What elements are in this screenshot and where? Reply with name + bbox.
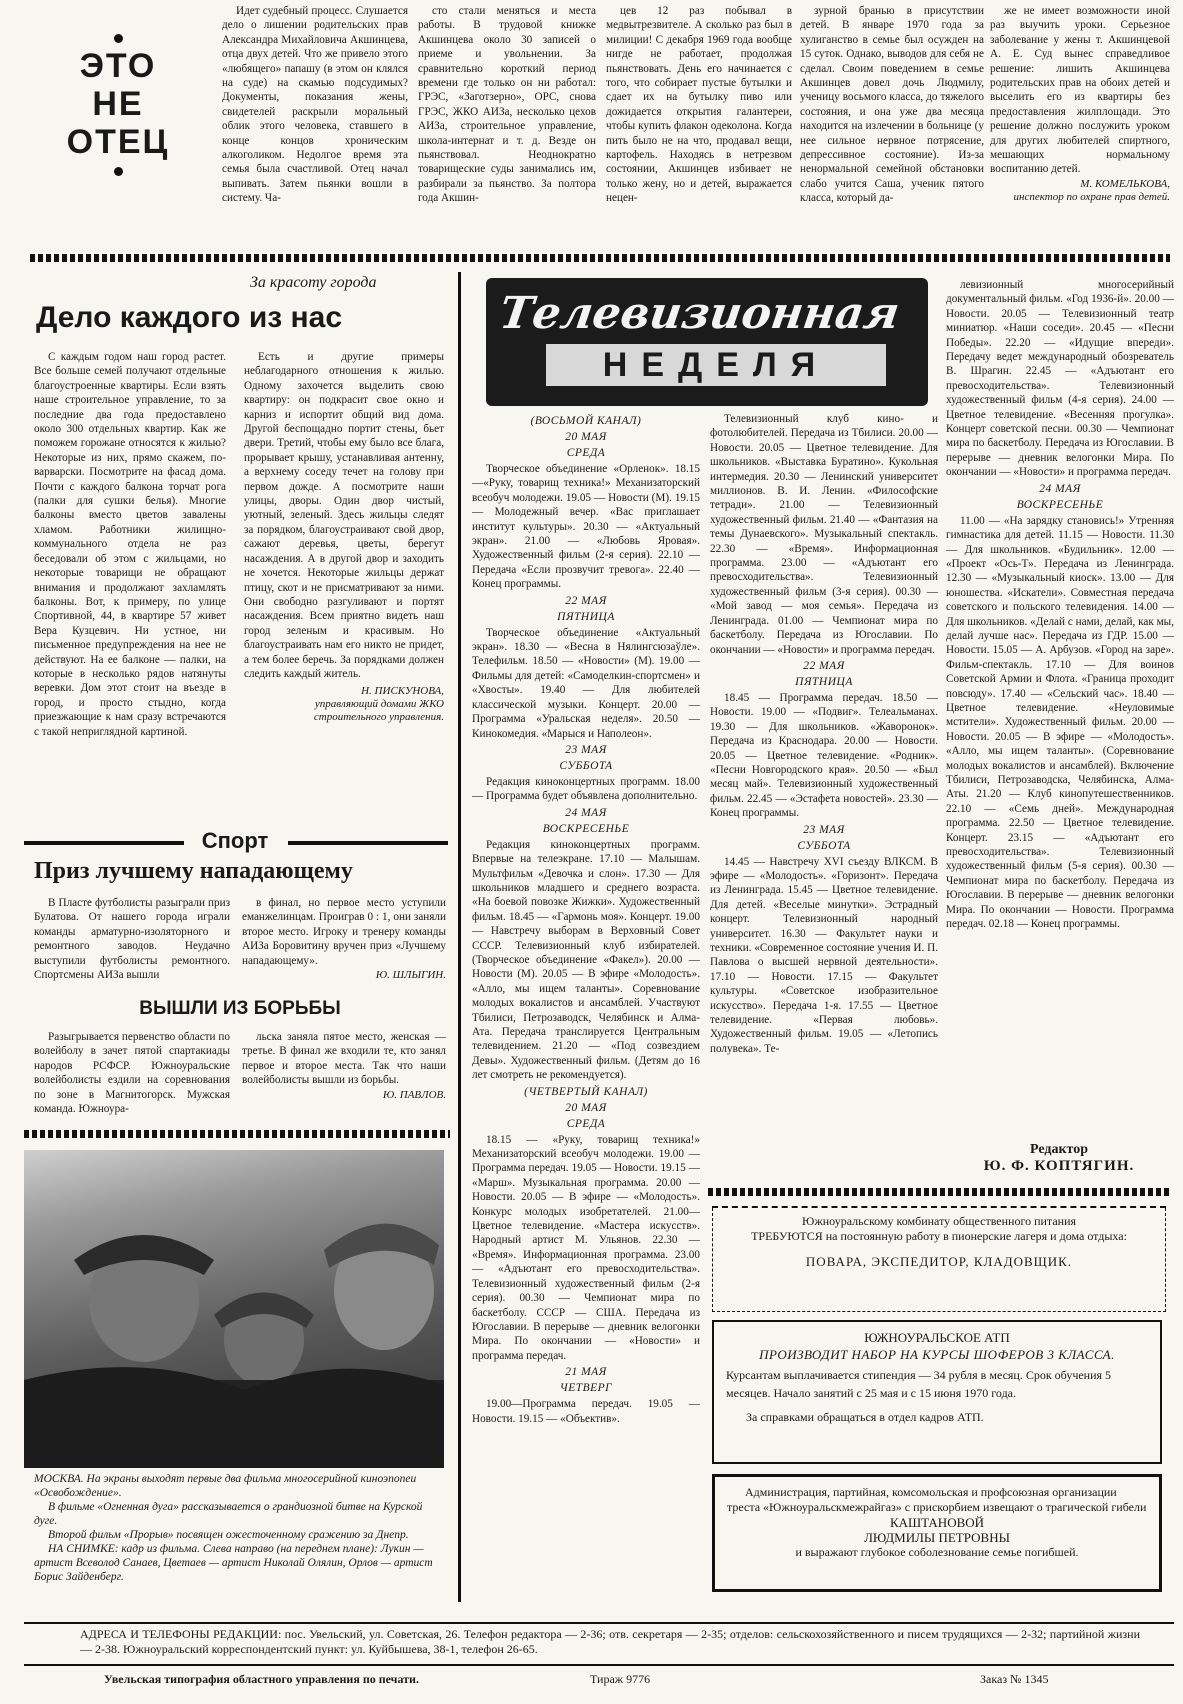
city-column-2: Есть и другие примеры неблагодарного отношения к жилью. Одному захочется выделить свою квартиру: он подкрасит свое окно и карниз и испортит общий вид дома. Другой беспощадно портит стены, бьет двери. Третий, чтобы ему было все блага, прорывает крышу, устанавливая антенну, а верхнему соседу течет на голову при первом дожде. А посмотрите наши улицы, дворы. Один двор чистый, уютный, зеленый. Здесь жильцы следят за порядком, благоустраивают свой двор, сажают деревья, цветы, берегут насаждения. А в другой двор и заходить не хочется. Некоторые жильцы держат птицу, скот и не присматривают за ними. Они свободно разгуливают и портят насаждения. Всем приятно видеть наш город зеленым и красивым. Но благоустраивать нам его никто не придет, а тем более беречь. За порядками должен следить каждый житель. Н. ПИСКУНОВА, управляющий домами ЖКО строительного управления. [244,351,444,724]
court-signature-role: инспектор по охране прав детей. [1013,190,1170,203]
photo-caption-2: В фильме «Огненная дуга» рассказывается о грандиозной битве на Курской дуге. [34,1501,423,1527]
tv-listing: Творческое объединение «Актуальный экран». 18.30 — «Весна в Нялингсюзаўле». Телефильм. 18.50 — «Новости» (М). 19.00 — Фильмы для детей: «Самоделкин-спортсмен» и «Хвосты». 19.40 — Для любителей классической музыки. Концерт. 20.00 — Программа «Уральская неделя». 20.50 — Кинокомедия. «Марыся и Наполеон». [472,626,700,740]
ad1-line-3: ПОВАРА, ЭКСПЕДИТОР, КЛАДОВЩИК. [805,1254,1073,1269]
tv-day-heading: СРЕДА [566,1117,606,1130]
editor-name: Ю. Ф. КОПТЯГИН. [983,1158,1135,1174]
tv-listing: 18.45 — Программа передач. 18.50 — Новости. 19.00 — «Подвиг». Телеальманах. 19.30 — Для школьников. «Жаворонок». Передача из Краснодара. 20.00 — Новости. 20.05 — Цветное телевидение. «Родник». «Песни Новгородского края». 20.50 — «Был месяц май». Телевизионный художественный фильм. 22.45 — «Эстафета новостей». 23.30 — Конец программы. [710,691,938,820]
ad3-line-1: Администрация, партийная, комсомольская и профсоюзная организации треста «Южноуральскмежрайгаз» с прискорбием извещают о трагической гибели [727,1485,1147,1514]
court-header-box [52,8,184,226]
tv-title-line-2: НЕДЕЛЯ [546,344,886,386]
footer-rule-bottom [24,1664,1174,1666]
city-signature-name: Н. ПИСКУНОВА, [361,685,444,698]
tv-column-a [472,412,700,1598]
court-header-line-1: ЭТО [79,47,157,85]
photo-divider [24,1130,450,1138]
court-column-3: цев 12 раз побывал в медвытрезвителе. А сколько раз был в милиции! С декабря 1969 года вообще нигде не работает, продолжая пьянствовать. День его начинается с того, что собирает пустые бутылки и сдает их на бутылку пиво или дожидается открытия галантереи, чтобы купить флакон одеколона. Когда пить было не на что, продавал вещи, картофель. Находясь в нетрезвом состоянии, Акшинцев избивает не только жену, но и детей, выражается нецен- [606,5,792,205]
sport-signature-1: Ю. ШЛЫГИН. [375,969,446,982]
ad3-box [712,1474,1162,1592]
ad2-line-1: ЮЖНОУРАЛЬСКОЕ АТП [864,1330,1010,1345]
ad3-name-2: ЛЮДМИЛЫ ПЕТРОВНЫ [864,1530,1010,1545]
court-header-line-2: НЕ [92,85,144,123]
tv-listing: Телевизионный клуб кино- и фотолюбителей. Передача из Тбилиси. 20.00 — Новости. 20.05 — Цветное телевидение. Для школьников. «Выставка Буратино». Кукольная интермедия. 20.30 — Ленинский университет миллионов. В. И. Ленин. «Философские тетради». 21.00 — Телевизионный художественный фильм. 21.40 — «Фантазия на темы Дунаевского». Музыкальный спектакль. 22.30 — «Время». Информационная программа. 23.00 — «Адъютант его превосходительства». Телевизионный художественный фильм (3-я серия). 00.30 — «Мой завод — моя семья». Передача из Ленинграда. 01.00 — Чемпионат мира по баскетболу. Передача из Югославии. По окончании — «Новости» и программа передач. [710,413,938,656]
tv-day-heading: ПЯТНИЦА [795,675,853,688]
tv-listing: левизионный многосерийный документальный фильм. «Год 1936-й». 20.00 — Новости. 20.05 — Телевизионный театр миниатюр. «Наши соседи». 20.45 — «Песни Победы». 22.20 — «Идущие впереди». Передачу ведет международный обозреватель В. Шрагин. 22.45 — «Адъютант его превосходительства». Телевизионный художественный фильм (4-я серия). 24.00 — Цветное телевидение. «Весенняя прогулка». Концерт советской песни. 00.30 — Чемпионат мира по баскетболу. Передача из Югославии. В перерыве — дневник велогонки Мира. По окончании — «Новости» и программа передач. [946,279,1174,479]
tv-day-heading: 24 МАЯ [565,806,607,819]
ad2-line-3: Курсантам выплачивается стипендия — 34 рубля в месяц. Срок обучения 5 месяцев. Начало занятий с 25 мая и с 15 июня 1970 года. [726,1368,1112,1400]
sport-column-2: в финал, но первое место уступили еманжелинцам. Проиграв 0 : 1, они заняли второе место. Игроку и тренеру команды АИЗа Боровитину вручен приз «Лучшему нападающему». Ю. ШЛЫГИН. [242,897,446,982]
ad2-line-2: ПРОИЗВОДИТ НАБОР НА КУРСЫ ШОФЕРОВ 3 КЛАССА. [759,1347,1115,1362]
tv-listing: Редакция киноконцертных программ. Впервые на телеэкране. 17.10 — Малышам. Мультфильм «Девочка и слон». 17.30 — Для школьников младшего и среднего возраста. «На боевой повозке Жижки». Художественный фильм. 18.45 — «Гармонь моя». Концерт. 19.00 — Навстречу выборам в Верховный Совет СССР. Телевизионный клуб избирателей. (Творческое объединение «Факел»). 20.00 — Новости (М). 20.05 — В эфире «Молодость». «Алло, мы ищем таланты». Соревнование молодых вокалистов и ансамблей. Участвуют Тбилиси, Петрозаводск, Челябинск и Алма-Ата. Передача транслируется Центральным телевидением. 21.20 — «Под созвездием Девы». Художественный фильм. (Детям до 16 лет смотреть не рекомендуется). [472,838,700,1082]
tv-day-heading: 22 МАЯ [565,594,607,607]
tv-day-heading: (ВОСЬМОЙ КАНАЛ) [530,415,642,427]
tv-day-heading: (ЧЕТВЕРТЫЙ КАНАЛ) [524,1085,648,1098]
sport-rule-left [24,841,184,845]
ads-divider [708,1188,1170,1196]
photo-caption-1: МОСКВА. На экраны выходят первые два фильма многосерийной киноэпопеи «Освобождение». [34,1473,417,1499]
footer-printer: Увельская типография областного управления по печати. [104,1672,419,1686]
editor-block [946,1142,1172,1175]
court-signature-name: М. КОМЕЛЬКОВА, [1080,177,1170,190]
film-still-illustration [24,1150,444,1468]
bullet-icon [114,167,123,176]
ad1-line-2: ТРЕБУЮТСЯ на постоянную работу в пионерские лагеря и дома отдыха: [751,1229,1127,1243]
ad3-name-1: КАШТАНОВОЙ [889,1515,985,1530]
tv-day-heading: 21 МАЯ [565,1366,607,1379]
footer-order: Заказ № 1345 [980,1672,1049,1686]
sport-rubric: Спорт [201,828,269,853]
sport-column-1: В Пласте футболисты разыграли приз Булатова. От нашего города играли команды арматурно-изоляторного и ремонтного заводов. Неудачно выступили футболисты ремонтного. Спортсмены АИЗа вышли [34,897,230,982]
city-signature-role: управляющий домами ЖКО строительного управления. [313,698,444,724]
column-rule [458,272,461,1602]
footer-rule-top [24,1622,1174,1624]
photo-caption [34,1472,446,1584]
tv-title-banner [486,278,928,406]
tv-day-heading: 23 МАЯ [565,743,607,756]
tv-day-heading: ВОСКРЕСЕНЬЕ [1016,498,1104,511]
ad1-line-1: Южноуральскому комбинату общественного питания [801,1214,1077,1228]
tv-day-heading: 20 МАЯ [565,431,607,443]
photo-caption-4: НА СНИМКЕ: кадр из фильма. Слева направо (на переднем плане): Лукин — артист Всеволод Санаев, Цветаев — артист Николай Олялин, Орлов — артист Борис Зайденберг. [34,1543,433,1583]
ad1-box [712,1208,1166,1312]
tv-day-heading: ЧЕТВЕРГ [559,1382,613,1395]
tv-day-heading: 22 МАЯ [803,659,845,672]
ad3-line-2: и выражают глубокое соболезнование семье погибшей. [795,1545,1079,1559]
sport-title: Приз лучшему нападающему [34,858,353,884]
tv-column-c [946,278,1174,1140]
tv-day-heading: СУББОТА [559,759,613,772]
court-column-4: зурной бранью в присутствии детей. В январе 1970 года за хулиганство в семье был осужден на 15 суток. Однако, выводов для себя не сделал. Своим поведением в семье Акшинцев довел дочь Людмилу, ученицу восьмого класса, до тяжелого состояния, и она уже два месяца находится на излечении в больнице (у нее сильное нервное потрясение, депрессивное состояние). Из-за ненормальной семейной обстановки слабо учится Саша, ученик пятого класса, который да- [800,5,984,205]
ad2-line-4: За справками обращаться в отдел кадров АТП. [746,1410,984,1424]
tv-listing: 14.45 — Навстречу XVI съезду ВЛКСМ. В эфире — «Молодость». «Горизонт». Передача из Ленинграда. 15.45 — Цветное телевидение. Для детей. «Веселые минутки». Эстрадный концерт. Телевизионный народный университет. 16.30 — Факультет науки и техники. «Современное состояние учения И. П. Павлова о высшей нервной деятельности». 17.10 — Новости. 17.15 — Факультет культуры. «Советское изобразительное искусство». Передача 1-я. 17.55 — Цветное телевидение. «Первая любовь». Художественный фильм. 19.05 — «Летопись полувека». Те- [710,855,938,1055]
court-column-1: Идет судебный процесс. Слушается дело о лишении родительских прав Александра Михайловича Акшинцева, отца двух детей. Что же привело этого «любящего» папашу (в этом он клялся на суде) на скамью подсудимых? Документы, показания жены, свидетелей раскрыли моральный облик этого человека, ставшего в конце концов хроническим алкоголиком. Недолгое время эта семья была счастливой. Отец начал выпивать. Затем пьянки вошли в систему. Ча- [222,5,408,205]
tv-listing: 19.00—Программа передач. 19.05 — Новости. 19.15 — «Объектив». [472,1398,700,1425]
sport-signature-2: Ю. ПАВЛОВ. [382,1088,446,1101]
tv-title-line-1: Телевизионная [496,288,903,339]
footer-circulation: Тираж 9776 [590,1672,651,1686]
tv-day-heading: 23 МАЯ [803,823,845,836]
court-column-5: же не имеет возможности иной раз выучить уроки. Серьезное заболевание у жены т. Акшинцевой А. Е. Суд вынес справедливое решение: лишить Акшинцева родительских прав на обоих детей и выселить его из квартиры без предоставления жилплощади. Это решение должно послужить уроком для других любителей спиртного, мешающих нормальному воспитанию детей. М. КОМЕЛЬКОВА, инспектор по охране прав детей. [990,5,1170,203]
tv-day-heading: СУББОТА [797,839,851,852]
tv-day-heading: ВОСКРЕСЕНЬЕ [542,822,630,835]
tv-listing: 18.15 — «Руку, товарищ техника!» Механизаторский всеобуч молодежи. 19.00 — Программа передач. 19.05 — Новости. 19.15 — «Марш». Музыкальная программа. 20.00 — Новости. 20.05 — В эфире — «Молодость». Конкурс молодых изобретателей. 21.00—Цветное телевидение. «Мастера искусств». Народный артист М. Ульянов. 22.30 — «Время». Информационная программа. 23.00 — «Адъютант его превосходительства». Телевизионный художественный фильм (2-я серия). 00.30 — Чемпионат мира по баскетболу. СССР — США. Передача из Югославии. В перерыве — дневник велогонки Мира. По окончании — «Новости» и программа передач. [472,1133,700,1362]
film-still-photo [24,1150,444,1468]
sport-column-4: льска заняла пятое место, женская — третье. В финал же входили те, кто занял первое и второе места. Так что наши волейболисты вышли из борьбы. Ю. ПАВЛОВ. [242,1031,446,1101]
city-title: Дело каждого из нас [36,301,343,334]
sport-title-2: ВЫШЛИ ИЗ БОРЬБЫ [139,998,341,1019]
court-column-2: сто стали меняться и места работы. В трудовой книжке Акшинцева около 30 записей о приеме и увольнении. За сравнительно короткий период времени где только он ни работал: ГРЭС, «Заготзерно», ОРС, снова ГРЭС, ЖКО АИЗа, несколько цехов АИЗа, строительное управление, школа-интернат и т. д. Везде он пьянствовал. Неоднократно товарищеские суды занимались им, разбирали за пьянство. За полтора года Акшин- [418,5,596,205]
bullet-icon [114,34,123,43]
editor-role: Редактор [1029,1142,1089,1157]
tv-listing: Творческое объединение «Орленок». 18.15—«Руку, товарищ техника!» Механизаторский всеобуч молодежи. 19.05 — Новости (М). 19.15 — Молодежный вечер. «Вас приглашает институт культуры». 20.30 — «Актуальный экран». 21.00 — «Любовь Яровая». Художественный фильм (2-я серия). 22.10 — Передача «Если прозвучит тревога». 22.40 — Конец программы. [472,463,700,591]
tv-day-heading: 24 МАЯ [1039,482,1081,495]
ad2-box [712,1320,1162,1464]
tv-day-heading: 20 МАЯ [565,1101,607,1114]
section-divider [30,254,1170,262]
tv-listing: Редакция киноконцертных программ. 18.00 — Программа будет объявлена дополнительно. [472,775,700,803]
city-rubric: За красоту города [250,274,377,291]
tv-listing: 11.00 — «На зарядку становись!» Утренняя гимнастика для детей. 11.15 — Новости. 11.30 — Для школьников. «Будильник». 12.00 — «Проект «Ось-Т». Передача из Ленинграда. 12.30 — «Музыкальный киоск». 13.00 — Для юношества. «Искатели». Совместная передача советского и польского телевидения. 14.00 — Для школьников. «Делай с нами, делай, как мы, делай лучше нас». Передача из ГДР. 15.00 — Новости. 15.05 — А. Арбузов. «Город на заре». Фильм-спектакль. 17.10 — Для воинов Советской Армии и Флота. «Граница проходит повсюду». 17.40 — «Сельский час». 18.40 — Цветное телевидение. «Неуловимые мстители». Художественный фильм. 20.00 — Новости. 20.05 — В эфире — «Молодость». «Алло, мы ищем таланты». (Соревнование молодых вокалистов и ансамблей). Включение Тбилиси, Петрозаводска, Челябинска, Алма-Аты. 21.20 — Клуб кинопутешественников. 22.10 — «Семь дней». Международная программа. 22.50 — Цветное телевидение. Концерт. 23.15 — «Адъютант его превосходительства». Телевизионный художественный фильм (5-я серия). 00.30 — Чемпионат мира по баскетболу. Передача из Югославии. В перерыве — дневник велогонки Мира. По окончании — Новости. Программа передач. 02.18 — Конец программы. [946,514,1174,931]
tv-day-heading: СРЕДА [566,447,606,459]
court-header-line-3: ОТЕЦ [66,123,170,161]
tv-column-b [710,412,938,1172]
photo-caption-3: Второй фильм «Прорыв» посвящен ожесточенному сражению за Днепр. [48,1529,409,1541]
tv-day-heading: ПЯТНИЦА [557,610,615,623]
sport-column-3: Разыгрывается первенство области по волейболу в зачет пятой спартакиады народов РСФСР. Южноуральские волейболисты ездили на соревнования по зоне в Магнитогорск. Мужская команда. Южноура- [34,1031,230,1116]
footer-address: АДРЕСА И ТЕЛЕФОНЫ РЕДАКЦИИ: пос. Увельский, ул. Советская, 26. Телефон редактора — 2-36; отв. секретаря — 2-35; отделов: сельскохозяйственного и писем трудящихся — 2-32; партийной жизни — 2-38. Южноуральский корреспондентский пункт: ул. Куйбышева, 38-1, телефон 26-65. [80,1627,1140,1656]
sport-rule-right [288,841,448,845]
city-column-1: С каждым годом наш город растет. Все больше семей получают отдельные благоустроенные квартиры. Если взять наше строительное управление, то за последние два года предоставлено около 300 отдельных квартир. Как же поможем горожане относятся к жилью? Некоторые из них, прямо скажем, по-варварски. Посмотрите на фасад дома. Почти с каждого балкона торчат рога (палки для сушки белья). Многие балконы вместо цветов завалены хламом. Работники жилищно-коммунального отдела не раз беседовали об этом с жильцами, но некоторые товарищи не обращают внимания и продолжают захламлять балконы. Вот, к примеру, по улице Спортивной, 44, в квартире 57 живет Вера Кузцевич. Ни устное, ни письменное предупреждения на нее не действуют. На ее балконе — палки, на которые в несколько рядов натянуты веревки. Дом этот стоит на въезде в город, и просто стыдно, когда приезжающие к нам сразу встречаются с такой неприглядной картиной. [34,351,226,738]
